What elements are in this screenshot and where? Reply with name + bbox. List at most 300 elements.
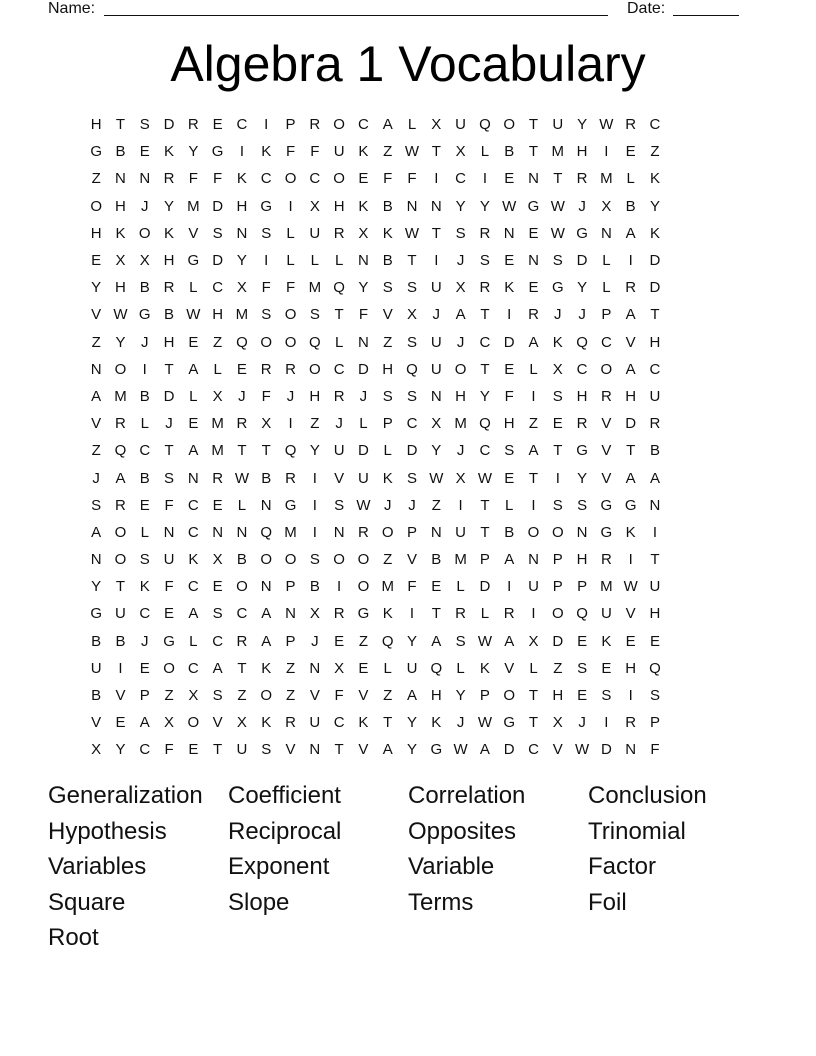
grid-letter[interactable]: Y: [91, 578, 102, 596]
grid-letter[interactable]: I: [288, 197, 293, 215]
grid-letter[interactable]: S: [139, 116, 150, 134]
grid-letter[interactable]: O: [357, 551, 370, 569]
grid-letter[interactable]: N: [528, 170, 539, 188]
grid-letter[interactable]: C: [187, 523, 199, 541]
grid-letter[interactable]: V: [188, 224, 199, 242]
grid-letter[interactable]: P: [479, 551, 490, 569]
grid-letter[interactable]: X: [334, 659, 345, 677]
grid-letter[interactable]: I: [118, 659, 123, 677]
grid-letter[interactable]: L: [626, 170, 635, 188]
grid-letter[interactable]: D: [576, 252, 588, 270]
grid-letter[interactable]: S: [212, 224, 223, 242]
grid-letter[interactable]: V: [625, 333, 636, 351]
grid-letter[interactable]: V: [285, 741, 296, 759]
grid-letter[interactable]: N: [333, 523, 345, 541]
grid-letter[interactable]: E: [139, 659, 150, 677]
grid-letter[interactable]: L: [334, 252, 344, 270]
grid-letter[interactable]: K: [139, 578, 150, 596]
grid-letter[interactable]: U: [333, 442, 345, 460]
grid-letter[interactable]: H: [625, 659, 637, 677]
grid-letter[interactable]: I: [555, 469, 560, 487]
grid-letter[interactable]: O: [381, 523, 394, 541]
grid-letter[interactable]: E: [212, 116, 223, 134]
grid-letter[interactable]: O: [284, 170, 297, 188]
grid-letter[interactable]: Y: [479, 197, 490, 215]
grid-letter[interactable]: H: [552, 687, 564, 705]
grid-letter[interactable]: N: [115, 170, 126, 188]
grid-letter[interactable]: U: [309, 224, 321, 242]
grid-letter[interactable]: S: [577, 496, 588, 514]
grid-letter[interactable]: S: [504, 442, 515, 460]
grid-letter[interactable]: N: [163, 523, 175, 541]
grid-letter[interactable]: B: [261, 469, 272, 487]
grid-letter[interactable]: W: [550, 197, 565, 215]
grid-letter[interactable]: T: [261, 442, 271, 460]
grid-letter[interactable]: T: [115, 578, 126, 596]
grid-letter[interactable]: H: [625, 387, 637, 405]
grid-letter[interactable]: G: [90, 143, 102, 161]
grid-letter[interactable]: T: [480, 306, 490, 324]
grid-letter[interactable]: O: [503, 116, 516, 134]
grid-letter[interactable]: V: [358, 741, 369, 759]
grid-letter[interactable]: E: [358, 659, 369, 677]
grid-letter[interactable]: V: [91, 415, 102, 433]
grid-letter[interactable]: E: [334, 632, 345, 650]
grid-letter[interactable]: Q: [333, 279, 345, 297]
grid-letter[interactable]: N: [236, 523, 248, 541]
grid-letter[interactable]: B: [504, 143, 515, 161]
grid-letter[interactable]: Q: [479, 116, 491, 134]
grid-letter[interactable]: Y: [164, 197, 175, 215]
grid-letter[interactable]: Z: [310, 415, 320, 433]
grid-letter[interactable]: X: [431, 116, 442, 134]
grid-letter[interactable]: G: [284, 496, 297, 514]
grid-letter[interactable]: H: [90, 116, 102, 134]
grid-letter[interactable]: J: [456, 252, 465, 270]
grid-letter[interactable]: Z: [650, 143, 660, 161]
grid-letter[interactable]: C: [309, 170, 321, 188]
grid-letter[interactable]: O: [138, 224, 151, 242]
grid-letter[interactable]: V: [407, 551, 418, 569]
grid-letter[interactable]: T: [334, 306, 344, 324]
grid-letter[interactable]: U: [309, 714, 321, 732]
grid-letter[interactable]: U: [649, 387, 661, 405]
grid-letter[interactable]: Z: [383, 551, 393, 569]
grid-letter[interactable]: J: [554, 306, 562, 324]
grid-letter[interactable]: K: [164, 143, 175, 161]
grid-letter[interactable]: J: [578, 306, 586, 324]
grid-letter[interactable]: K: [649, 170, 660, 188]
grid-letter[interactable]: B: [382, 252, 393, 270]
grid-letter[interactable]: N: [309, 659, 321, 677]
grid-letter[interactable]: R: [260, 360, 272, 378]
grid-letter[interactable]: Y: [479, 387, 490, 405]
grid-letter[interactable]: N: [212, 523, 224, 541]
grid-letter[interactable]: E: [625, 143, 636, 161]
grid-letter[interactable]: K: [382, 469, 393, 487]
grid-letter[interactable]: T: [528, 687, 539, 705]
grid-letter[interactable]: L: [480, 605, 490, 623]
grid-letter[interactable]: R: [236, 415, 248, 433]
grid-letter[interactable]: Y: [455, 687, 466, 705]
grid-letter[interactable]: D: [503, 333, 515, 351]
grid-letter[interactable]: Q: [260, 523, 273, 541]
grid-letter[interactable]: E: [164, 605, 175, 623]
grid-letter[interactable]: C: [406, 415, 418, 433]
grid-letter[interactable]: F: [261, 387, 271, 405]
grid-letter[interactable]: D: [406, 442, 418, 460]
grid-letter[interactable]: O: [187, 714, 200, 732]
grid-letter[interactable]: C: [600, 333, 612, 351]
grid-letter[interactable]: X: [601, 197, 612, 215]
grid-letter[interactable]: K: [358, 143, 369, 161]
grid-letter[interactable]: Z: [383, 333, 393, 351]
grid-letter[interactable]: X: [358, 224, 369, 242]
grid-letter[interactable]: C: [649, 360, 661, 378]
grid-letter[interactable]: H: [212, 306, 224, 324]
grid-letter[interactable]: Q: [284, 442, 297, 460]
grid-letter[interactable]: N: [90, 360, 102, 378]
grid-letter[interactable]: S: [577, 659, 588, 677]
grid-letter[interactable]: E: [601, 659, 612, 677]
grid-letter[interactable]: F: [407, 170, 417, 188]
grid-letter[interactable]: U: [528, 578, 539, 596]
grid-letter[interactable]: P: [649, 714, 660, 732]
grid-letter[interactable]: S: [261, 306, 272, 324]
grid-letter[interactable]: R: [576, 415, 588, 433]
grid-letter[interactable]: P: [601, 306, 612, 324]
grid-letter[interactable]: U: [406, 659, 418, 677]
grid-letter[interactable]: R: [333, 387, 345, 405]
grid-letter[interactable]: P: [407, 523, 418, 541]
grid-letter[interactable]: W: [186, 306, 201, 324]
grid-letter[interactable]: M: [211, 442, 224, 460]
grid-letter[interactable]: W: [429, 469, 444, 487]
grid-letter[interactable]: A: [431, 632, 442, 650]
grid-letter[interactable]: T: [480, 360, 490, 378]
grid-letter[interactable]: K: [261, 714, 272, 732]
grid-letter[interactable]: O: [333, 116, 345, 134]
grid-letter[interactable]: E: [577, 632, 588, 650]
grid-letter[interactable]: F: [334, 687, 344, 705]
grid-letter[interactable]: A: [649, 469, 660, 487]
grid-letter[interactable]: S: [407, 279, 418, 297]
grid-letter[interactable]: C: [212, 632, 224, 650]
grid-letter[interactable]: C: [357, 116, 369, 134]
grid-letter[interactable]: D: [625, 415, 637, 433]
grid-letter[interactable]: L: [334, 333, 344, 351]
grid-letter[interactable]: S: [212, 605, 223, 623]
grid-letter[interactable]: G: [624, 496, 637, 514]
grid-letter[interactable]: S: [91, 496, 102, 514]
grid-letter[interactable]: A: [625, 224, 636, 242]
grid-letter[interactable]: L: [237, 496, 247, 514]
grid-letter[interactable]: S: [212, 687, 223, 705]
grid-letter[interactable]: F: [164, 496, 174, 514]
grid-letter[interactable]: S: [407, 387, 418, 405]
grid-letter[interactable]: A: [504, 632, 515, 650]
grid-letter[interactable]: B: [164, 306, 175, 324]
grid-letter[interactable]: N: [600, 224, 612, 242]
grid-letter[interactable]: Y: [455, 197, 466, 215]
grid-letter[interactable]: R: [115, 415, 126, 433]
grid-letter[interactable]: Z: [164, 687, 174, 705]
grid-letter[interactable]: N: [90, 551, 102, 569]
grid-letter[interactable]: L: [407, 116, 417, 134]
grid-letter[interactable]: F: [407, 578, 417, 596]
grid-letter[interactable]: T: [164, 442, 174, 460]
grid-letter[interactable]: J: [140, 333, 149, 351]
grid-letter[interactable]: F: [504, 387, 514, 405]
grid-letter[interactable]: O: [503, 687, 516, 705]
grid-letter[interactable]: C: [479, 333, 491, 351]
grid-letter[interactable]: A: [479, 741, 490, 759]
grid-letter[interactable]: H: [382, 360, 394, 378]
grid-letter[interactable]: E: [431, 578, 442, 596]
grid-letter[interactable]: I: [434, 252, 439, 270]
grid-letter[interactable]: C: [479, 442, 491, 460]
grid-letter[interactable]: L: [189, 279, 198, 297]
grid-letter[interactable]: I: [434, 170, 439, 188]
grid-letter[interactable]: I: [604, 714, 609, 732]
grid-letter[interactable]: D: [552, 632, 564, 650]
grid-letter[interactable]: A: [91, 523, 102, 541]
grid-letter[interactable]: I: [628, 551, 633, 569]
grid-letter[interactable]: R: [357, 523, 369, 541]
grid-letter[interactable]: Y: [309, 442, 320, 460]
grid-letter[interactable]: F: [164, 578, 174, 596]
grid-letter[interactable]: O: [260, 551, 273, 569]
grid-letter[interactable]: Q: [649, 659, 661, 677]
grid-letter[interactable]: G: [551, 279, 564, 297]
grid-letter[interactable]: S: [309, 551, 320, 569]
grid-letter[interactable]: U: [430, 360, 442, 378]
grid-letter[interactable]: O: [236, 578, 248, 596]
grid-letter[interactable]: O: [114, 551, 127, 569]
grid-letter[interactable]: P: [479, 687, 490, 705]
grid-letter[interactable]: D: [649, 279, 661, 297]
grid-letter[interactable]: I: [288, 415, 293, 433]
grid-letter[interactable]: K: [358, 197, 369, 215]
grid-letter[interactable]: O: [551, 605, 564, 623]
grid-letter[interactable]: Y: [236, 252, 247, 270]
grid-letter[interactable]: X: [552, 360, 563, 378]
grid-letter[interactable]: S: [407, 333, 418, 351]
grid-letter[interactable]: R: [576, 170, 588, 188]
grid-letter[interactable]: I: [482, 170, 487, 188]
grid-letter[interactable]: O: [333, 551, 345, 569]
grid-letter[interactable]: R: [333, 224, 345, 242]
grid-letter[interactable]: G: [138, 306, 151, 324]
grid-letter[interactable]: H: [649, 605, 661, 623]
grid-letter[interactable]: L: [140, 523, 149, 541]
grid-letter[interactable]: E: [504, 170, 515, 188]
grid-letter[interactable]: Y: [115, 333, 126, 351]
grid-letter[interactable]: J: [165, 415, 173, 433]
grid-letter[interactable]: J: [92, 469, 100, 487]
grid-letter[interactable]: S: [139, 551, 150, 569]
grid-letter[interactable]: J: [238, 387, 246, 405]
grid-letter[interactable]: W: [477, 714, 492, 732]
grid-letter[interactable]: K: [431, 714, 442, 732]
grid-letter[interactable]: K: [601, 632, 612, 650]
grid-letter[interactable]: O: [333, 170, 345, 188]
grid-letter[interactable]: I: [458, 496, 463, 514]
grid-letter[interactable]: T: [431, 605, 441, 623]
grid-letter[interactable]: Z: [553, 659, 563, 677]
grid-letter[interactable]: Q: [576, 333, 588, 351]
grid-letter[interactable]: T: [553, 170, 563, 188]
grid-letter[interactable]: I: [507, 306, 512, 324]
grid-letter[interactable]: Q: [114, 442, 127, 460]
grid-letter[interactable]: R: [503, 605, 515, 623]
grid-letter[interactable]: V: [504, 659, 515, 677]
grid-letter[interactable]: K: [164, 224, 175, 242]
grid-letter[interactable]: T: [480, 496, 490, 514]
grid-letter[interactable]: W: [477, 469, 492, 487]
grid-letter[interactable]: S: [164, 469, 175, 487]
grid-letter[interactable]: H: [115, 197, 126, 215]
grid-letter[interactable]: L: [456, 659, 465, 677]
grid-letter[interactable]: T: [480, 523, 490, 541]
grid-letter[interactable]: Z: [91, 333, 101, 351]
grid-letter[interactable]: M: [211, 415, 224, 433]
grid-letter[interactable]: B: [115, 632, 126, 650]
grid-letter[interactable]: X: [309, 197, 320, 215]
grid-letter[interactable]: H: [576, 387, 588, 405]
grid-letter[interactable]: P: [552, 578, 563, 596]
grid-letter[interactable]: G: [600, 496, 613, 514]
grid-letter[interactable]: I: [531, 496, 536, 514]
grid-letter[interactable]: C: [187, 659, 199, 677]
grid-letter[interactable]: K: [261, 143, 272, 161]
grid-letter[interactable]: N: [430, 197, 442, 215]
grid-letter[interactable]: I: [264, 116, 269, 134]
grid-letter[interactable]: Y: [407, 632, 418, 650]
grid-letter[interactable]: W: [404, 143, 420, 161]
grid-letter[interactable]: O: [600, 360, 613, 378]
grid-letter[interactable]: X: [212, 551, 223, 569]
grid-letter[interactable]: E: [212, 496, 223, 514]
grid-letter[interactable]: X: [261, 415, 272, 433]
grid-letter[interactable]: N: [576, 523, 588, 541]
grid-letter[interactable]: T: [431, 224, 441, 242]
grid-letter[interactable]: G: [163, 632, 175, 650]
grid-letter[interactable]: J: [311, 632, 319, 650]
grid-letter[interactable]: C: [260, 170, 272, 188]
grid-letter[interactable]: M: [381, 578, 394, 596]
grid-letter[interactable]: Y: [577, 469, 588, 487]
grid-letter[interactable]: T: [528, 469, 539, 487]
grid-letter[interactable]: K: [552, 333, 563, 351]
grid-letter[interactable]: C: [455, 170, 467, 188]
grid-letter[interactable]: E: [115, 714, 126, 732]
grid-letter[interactable]: E: [358, 170, 369, 188]
grid-letter[interactable]: R: [285, 360, 296, 378]
grid-letter[interactable]: B: [91, 632, 102, 650]
grid-letter[interactable]: X: [115, 252, 126, 270]
grid-letter[interactable]: T: [237, 442, 247, 460]
grid-letter[interactable]: J: [456, 714, 465, 732]
grid-letter[interactable]: E: [188, 415, 199, 433]
grid-letter[interactable]: R: [285, 469, 296, 487]
grid-letter[interactable]: W: [599, 116, 614, 134]
grid-letter[interactable]: W: [550, 224, 565, 242]
grid-letter[interactable]: A: [407, 687, 418, 705]
grid-letter[interactable]: D: [649, 252, 661, 270]
grid-letter[interactable]: L: [189, 632, 198, 650]
grid-letter[interactable]: Q: [479, 415, 491, 433]
grid-letter[interactable]: Z: [285, 687, 296, 705]
grid-letter[interactable]: K: [382, 605, 393, 623]
grid-letter[interactable]: J: [578, 197, 586, 215]
grid-letter[interactable]: D: [212, 252, 224, 270]
grid-letter[interactable]: E: [577, 687, 588, 705]
grid-letter[interactable]: N: [357, 333, 369, 351]
grid-letter[interactable]: Y: [407, 741, 418, 759]
grid-letter[interactable]: Y: [115, 741, 126, 759]
grid-letter[interactable]: A: [188, 442, 199, 460]
grid-letter[interactable]: C: [576, 360, 588, 378]
grid-letter[interactable]: C: [333, 360, 345, 378]
grid-letter[interactable]: X: [455, 143, 466, 161]
grid-letter[interactable]: I: [264, 252, 269, 270]
grid-letter[interactable]: S: [261, 741, 272, 759]
grid-letter[interactable]: M: [454, 551, 467, 569]
grid-letter[interactable]: T: [650, 306, 660, 324]
grid-letter[interactable]: L: [383, 659, 392, 677]
grid-letter[interactable]: H: [455, 387, 467, 405]
grid-letter[interactable]: G: [430, 741, 443, 759]
grid-letter[interactable]: F: [164, 741, 174, 759]
grid-letter[interactable]: L: [310, 252, 319, 270]
grid-letter[interactable]: C: [139, 741, 151, 759]
grid-letter[interactable]: R: [163, 279, 175, 297]
grid-letter[interactable]: X: [91, 741, 102, 759]
grid-letter[interactable]: N: [406, 197, 418, 215]
grid-letter[interactable]: Y: [91, 279, 102, 297]
grid-letter[interactable]: F: [285, 143, 296, 161]
grid-letter[interactable]: V: [91, 306, 102, 324]
grid-letter[interactable]: A: [455, 306, 466, 324]
grid-letter[interactable]: J: [456, 442, 465, 460]
grid-letter[interactable]: K: [115, 224, 126, 242]
grid-letter[interactable]: U: [163, 551, 175, 569]
grid-letter[interactable]: L: [529, 360, 538, 378]
grid-letter[interactable]: Q: [308, 333, 321, 351]
grid-letter[interactable]: H: [163, 333, 175, 351]
grid-letter[interactable]: P: [577, 578, 588, 596]
grid-letter[interactable]: U: [600, 605, 612, 623]
grid-letter[interactable]: X: [236, 714, 247, 732]
grid-letter[interactable]: K: [358, 714, 369, 732]
grid-letter[interactable]: W: [575, 741, 590, 759]
grid-letter[interactable]: C: [649, 116, 661, 134]
grid-letter[interactable]: N: [430, 523, 442, 541]
grid-letter[interactable]: X: [455, 279, 466, 297]
grid-letter[interactable]: J: [140, 197, 149, 215]
grid-letter[interactable]: S: [455, 632, 466, 650]
grid-letter[interactable]: L: [602, 279, 611, 297]
grid-letter[interactable]: U: [455, 523, 467, 541]
grid-letter[interactable]: M: [235, 306, 249, 324]
grid-letter[interactable]: I: [312, 469, 317, 487]
grid-letter[interactable]: Q: [576, 605, 588, 623]
grid-letter[interactable]: N: [528, 252, 539, 270]
grid-letter[interactable]: M: [454, 415, 467, 433]
grid-letter[interactable]: L: [213, 360, 222, 378]
grid-letter[interactable]: O: [114, 523, 127, 541]
